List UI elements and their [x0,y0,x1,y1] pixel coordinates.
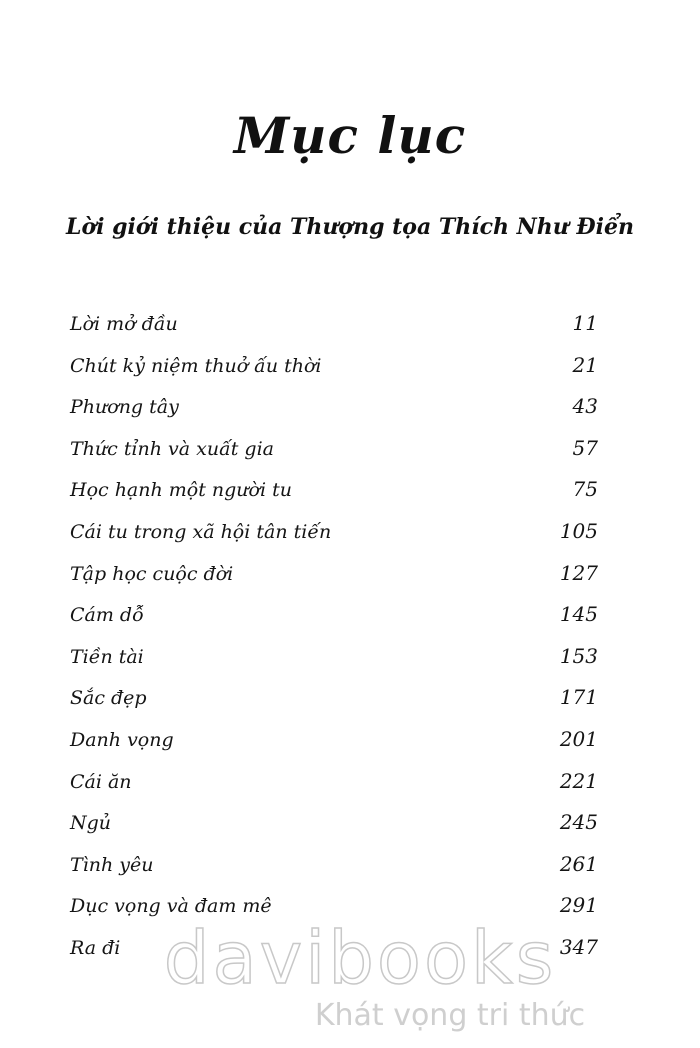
toc-entry [70,636,598,678]
toc-entry [70,428,598,470]
toc-entry-title: Tình yêu [70,853,154,876]
toc-entry-title: Danh vọng [70,728,174,751]
toc-entry [70,677,598,719]
toc-entry-title: Tập học cuộc đời [70,562,234,585]
toc-entry-page: 201 [559,726,598,751]
toc-entry-page: 171 [559,685,598,710]
toc-entry [70,303,598,345]
toc-entry-page: 291 [559,893,598,918]
toc-entry-title: Lời mở đầu [70,313,178,335]
toc-entry-page: 153 [559,643,598,668]
toc-entry-page: 105 [559,518,598,543]
toc-entry [70,761,598,803]
toc-entry-title: Chút kỷ niệm thuở ấu thời [70,354,322,377]
toc-entry-page: 21 [572,352,598,377]
toc-entry-page: 145 [559,602,598,627]
toc-entry-page: 11 [572,311,598,335]
toc-entry-title: Tiền tài [70,645,144,668]
toc-entry [70,553,598,595]
toc-entry [70,345,598,387]
toc-entry [70,844,598,886]
toc-entry-page: 347 [559,934,598,959]
toc-entry-page: 221 [559,768,598,793]
toc-entry [70,885,598,927]
toc-entry-page: 261 [559,851,598,876]
table-of-contents [70,303,598,969]
toc-entry [70,386,598,428]
introduction-entry: Lời giới thiệu của Thượng tọa Thích Như Điển [66,214,634,240]
toc-entry-page: 245 [559,810,598,835]
toc-entry [70,469,598,511]
page-title: Mục lục [233,105,467,165]
toc-entry [70,511,598,553]
watermark-brand: davibooks [163,916,557,1000]
toc-entry-page: 75 [572,477,598,502]
toc-entry-title: Cái ăn [70,770,132,793]
toc-entry-page: 57 [572,435,598,460]
toc-entry [70,594,598,636]
toc-entry-page: 127 [559,560,598,585]
toc-entry [70,802,598,844]
toc-entry-title: Dục vọng và đam mê [70,895,272,918]
toc-entry-title: Cám dỗ [70,604,144,627]
toc-entry-title: Ngủ [70,812,112,835]
toc-entry-page: 43 [572,394,598,419]
toc-entry-title: Thức tỉnh và xuất gia [70,437,274,460]
toc-entry-title: Ra đi [70,936,121,959]
watermark-slogan: Khát vọng tri thức [314,998,586,1033]
toc-entry [70,927,598,969]
toc-entry-title: Sắc đẹp [70,687,147,710]
toc-entry-title: Phương tây [70,396,179,419]
toc-entry-title: Cái tu trong xã hội tân tiến [70,520,332,543]
toc-entry [70,719,598,761]
toc-entry-title: Học hạnh một người tu [70,479,292,502]
